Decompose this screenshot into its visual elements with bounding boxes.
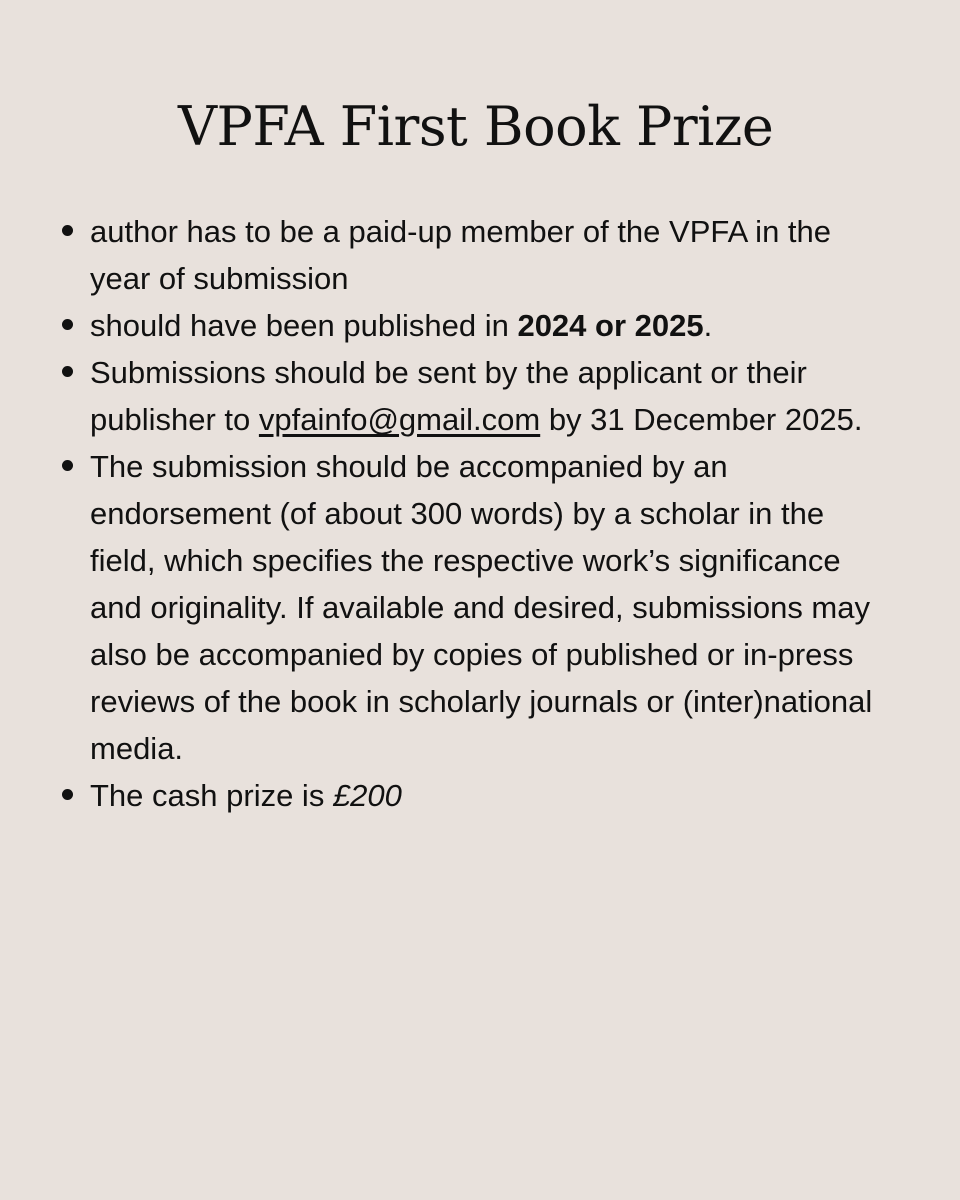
page-title: VPFA First Book Prize xyxy=(178,95,774,158)
publication-prefix: should have been published in xyxy=(90,308,518,343)
email-link[interactable]: vpfainfo@gmail.com xyxy=(258,402,541,437)
list-item-cash-prize xyxy=(90,772,880,819)
list-item-membership xyxy=(90,208,880,302)
publication-suffix: . xyxy=(703,308,713,343)
list-item-submission-address xyxy=(90,349,880,443)
eligibility-list xyxy=(90,208,880,819)
bullet-icon xyxy=(62,225,73,236)
cash-prize-amount: £200 xyxy=(332,778,402,813)
list-item-endorsement xyxy=(90,443,880,772)
bullet-icon xyxy=(62,789,73,800)
membership-text: author has to be a paid-up member of the VPFA in the year of submission xyxy=(90,214,832,296)
bullet-icon xyxy=(62,460,73,471)
bullet-icon xyxy=(62,319,73,330)
endorsement-text: The submission should be accompanied by an endorsement (of about 300 words) by a scholar in the field, which specifies the respective work’s significance and originality. If available and desired, submissions may also be accompanied by copies of published or in-press reviews of the book in scholarly journals or (inter)national media. xyxy=(90,449,873,766)
list-item-publication-year xyxy=(90,302,880,349)
submission-suffix: by 31 December 2025. xyxy=(540,402,863,437)
publication-years: 2024 or 2025 xyxy=(517,308,704,343)
cash-prize-prefix: The cash prize is xyxy=(90,778,333,813)
submission-prefix: Submissions should be sent by the applicant or their publisher to xyxy=(90,355,807,437)
bullet-icon xyxy=(62,366,73,377)
